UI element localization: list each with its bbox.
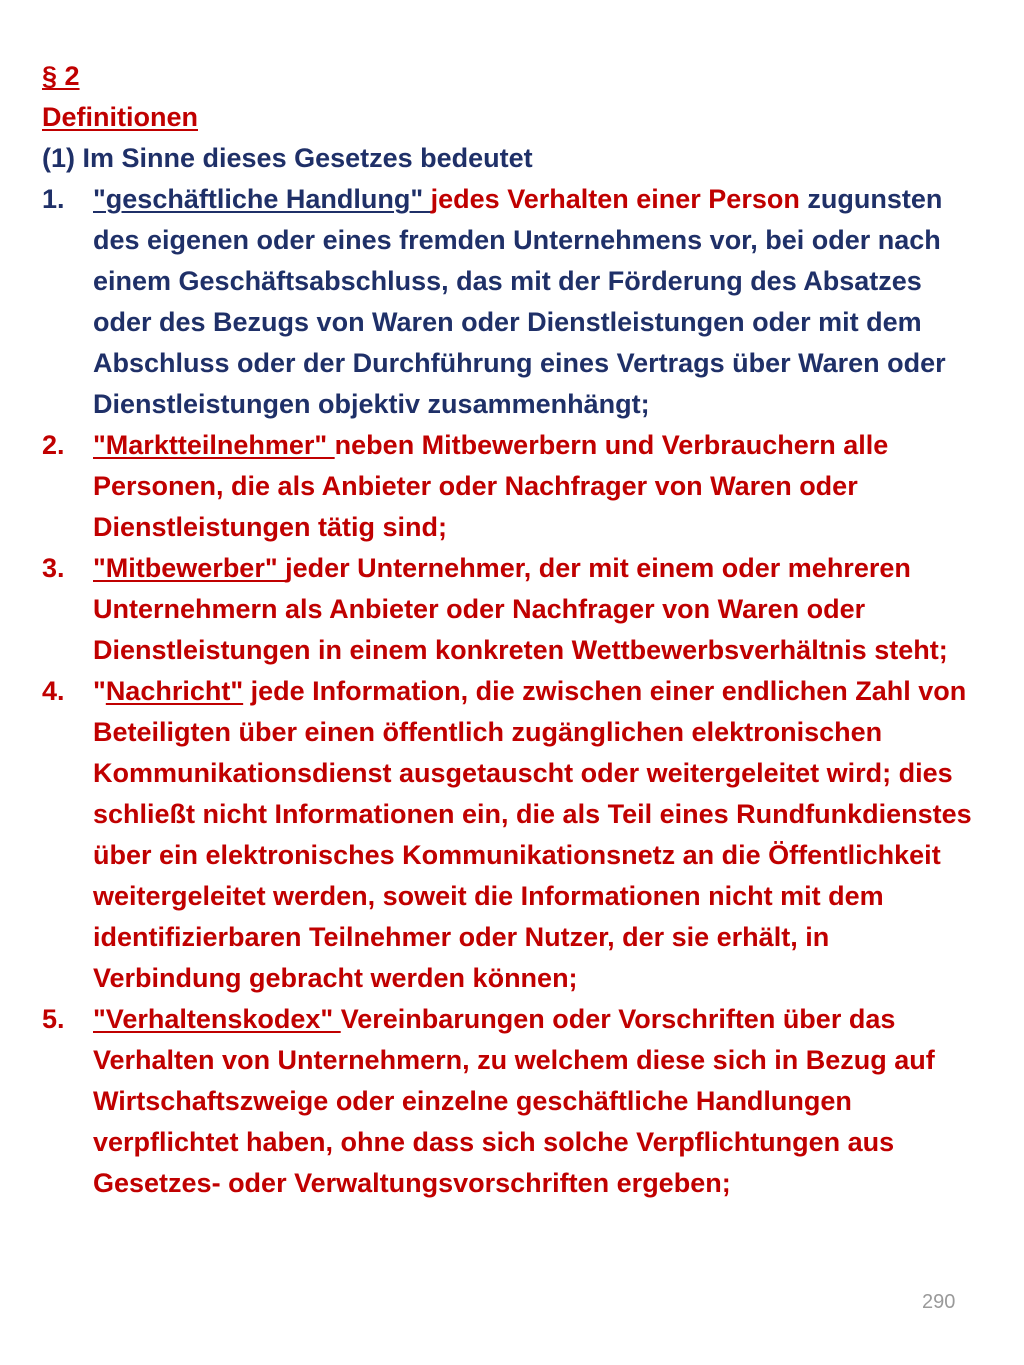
- definition-text-red: jedes Verhalten einer Person: [430, 184, 800, 214]
- page-number: 290: [922, 1291, 956, 1313]
- definition-text: jede Information, die zwischen einer endlichen Zahl von Beteiligten über einen öffentlich zugänglichen elektronischen Kommunikationsdienst ausgetauscht oder weitergeleitet wird; dies schließt nicht Informationen ein, die als Teil eines Rundfunkdienstes über ein elektronisches Kommunikationsnetz an die Öffentlichkeit weitergeleitet werden, soweit die Informationen nicht mit dem identifizierbaren Teilnehmer oder Nutzer, der sie erhält, in Verbindung gebracht werden können;: [93, 676, 972, 993]
- list-item-4: [42, 671, 972, 999]
- term-marktteilnehmer: "Marktteilnehmer": [93, 430, 335, 460]
- term-geschaeftliche-handlung: "geschäftliche Handlung": [93, 184, 431, 214]
- slide-content: [42, 56, 972, 1204]
- list-item-3: [42, 548, 972, 671]
- definition-text: Vereinbarungen oder Vorschriften über das Verhalten von Unternehmern, zu welchem diese sich in Bezug auf Wirtschaftszweige oder einzelne geschäftliche Handlungen verpflichtet haben, ohne dass sich solche Verpflichtungen aus Gesetzes- oder Verwaltungsvorschriften ergeben;: [93, 1004, 935, 1198]
- term-nachricht: Nachricht": [105, 676, 244, 706]
- item-number: 1.: [42, 184, 65, 214]
- definition-text: zugunsten des eigenen oder eines fremden Unternehmens vor, bei oder nach einem Geschäftsabschluss, das mit der Förderung des Absatzes oder des Bezugs von Waren oder Dienstleistungen oder mit dem Abschluss oder der Durchführung eines Vertrags über Waren oder Dienstleistungen objektiv zusammenhängt;: [93, 184, 946, 419]
- page-title: Definitionen: [42, 102, 198, 132]
- quote-open: ": [93, 676, 106, 706]
- item-number: 2.: [42, 430, 65, 460]
- intro-text: (1) Im Sinne dieses Gesetzes bedeutet: [42, 143, 533, 173]
- definition-text: neben Mitbewerbern und Verbrauchern alle Personen, die als Anbieter oder Nachfrager von Waren oder Dienstleistungen tätig sind;: [93, 430, 889, 542]
- list-item-1: [42, 179, 972, 425]
- list-item-2: [42, 425, 972, 548]
- item-number: 5.: [42, 1004, 65, 1034]
- definition-text: jeder Unternehmer, der mit einem oder mehreren Unternehmern als Anbieter oder Nachfrager von Waren oder Dienstleistungen in einem konkreten Wettbewerbsverhältnis steht;: [93, 553, 948, 665]
- item-number: 4.: [42, 676, 65, 706]
- list-item-5: [42, 999, 972, 1204]
- term-mitbewerber: "Mitbewerber": [93, 553, 286, 583]
- term-verhaltenskodex: "Verhaltenskodex": [93, 1004, 341, 1034]
- item-number: 3.: [42, 553, 65, 583]
- section-sign: § 2: [42, 61, 80, 91]
- definitions-list: [42, 179, 972, 1204]
